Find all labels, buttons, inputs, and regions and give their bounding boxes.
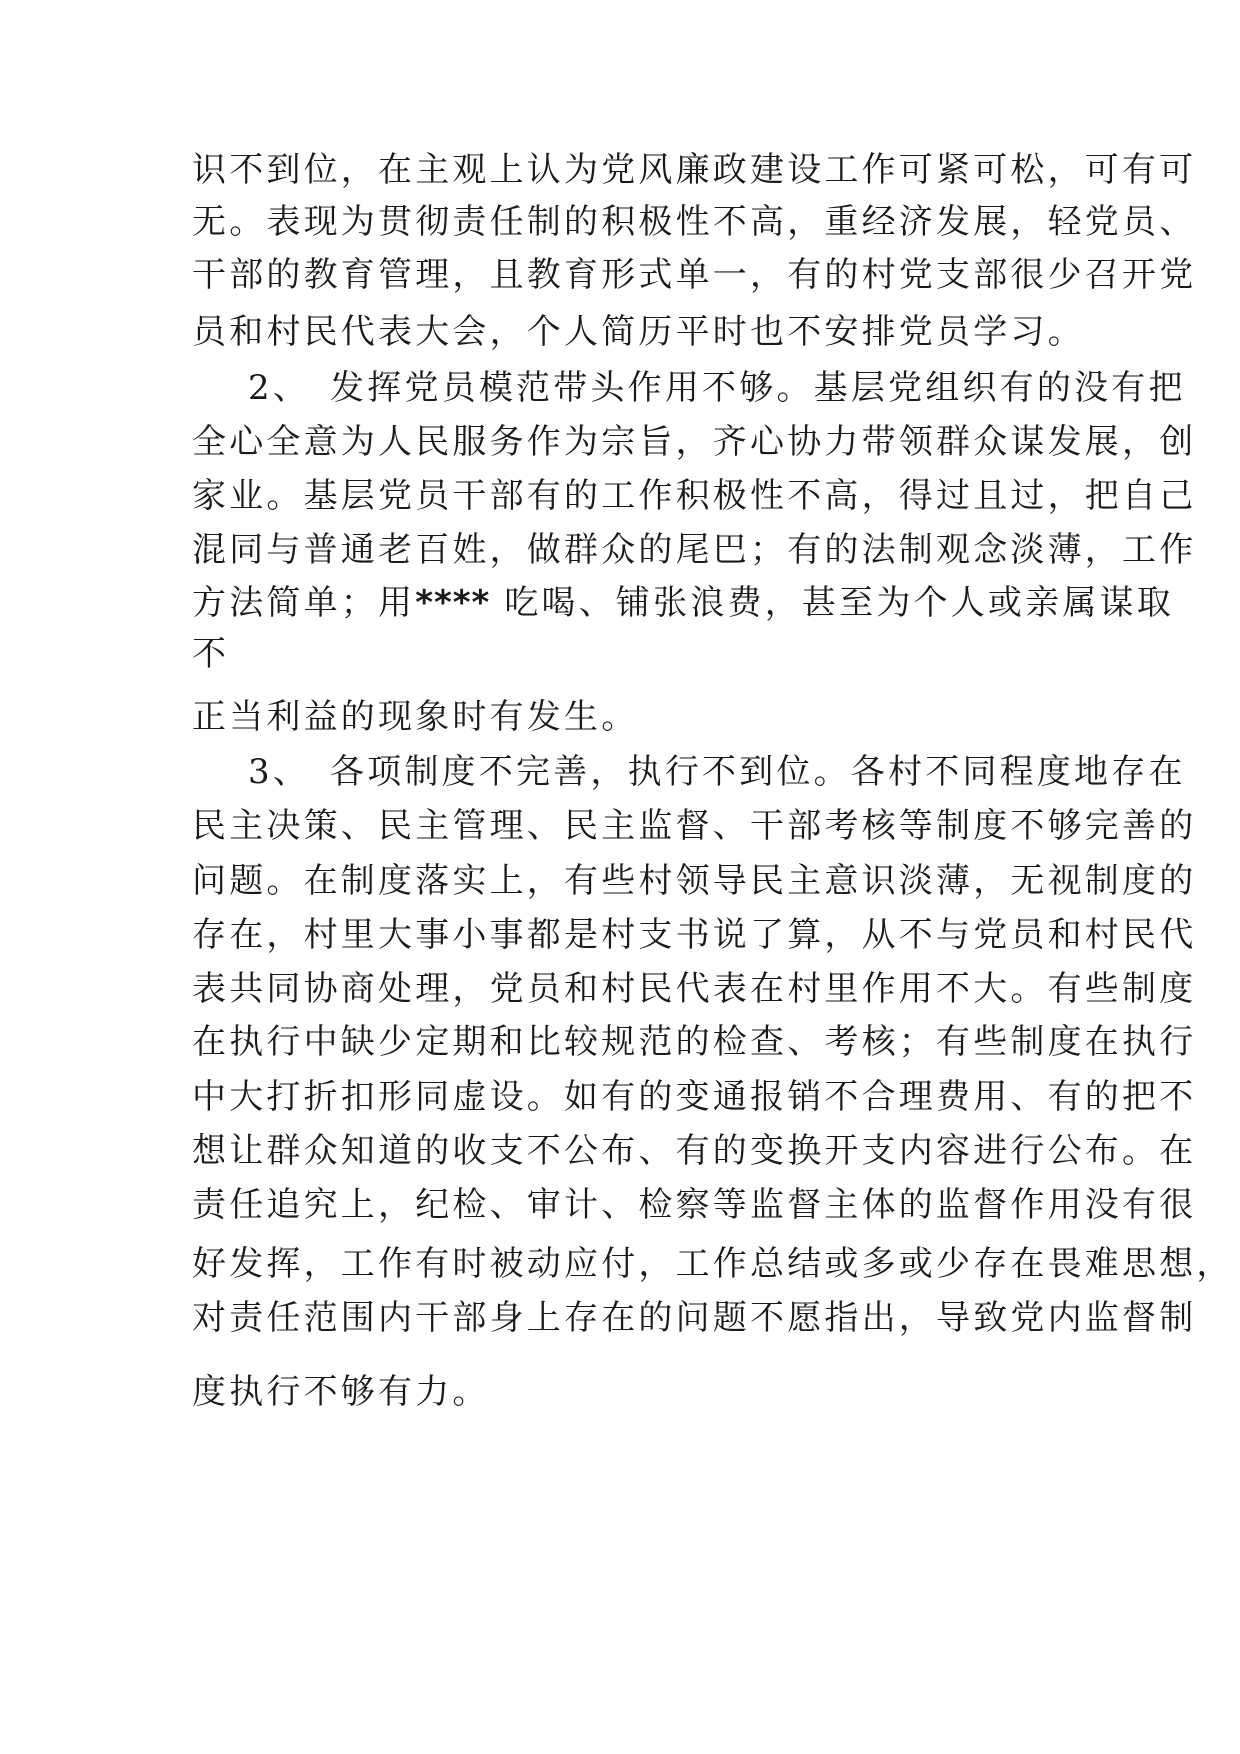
list-item-3 bbox=[248, 752, 1186, 792]
text-line bbox=[192, 583, 1174, 623]
text-line: 民主决策、民主管理、民主监督、干部考核等制度不够完善的 bbox=[192, 806, 1197, 846]
text-line: 家业。基层党员干部有的工作积极性不高，得过且过，把自己 bbox=[192, 476, 1197, 516]
list-number: 2、 bbox=[248, 368, 311, 408]
text-segment: 方法简单；用 bbox=[192, 583, 416, 623]
text-line: 混同与普通老百姓，做群众的尾巴；有的法制观念淡薄，工作 bbox=[192, 530, 1197, 570]
list-heading-text: 发挥党员模范带头作用不够。基层党组织有的没有把 bbox=[330, 368, 1186, 408]
text-line: 度执行不够有力。 bbox=[192, 1372, 490, 1412]
redacted-text: **** bbox=[415, 583, 491, 623]
list-number: 3、 bbox=[248, 752, 311, 792]
text-line: 表共同协商处理，党员和村民代表在村里作用不大。有些制度 bbox=[192, 969, 1197, 1009]
text-line: 对责任范围内干部身上存在的问题不愿指出，导致党内监督制 bbox=[192, 1298, 1197, 1338]
text-line: 员和村民代表大会，个人简历平时也不安排党员学习。 bbox=[192, 312, 1085, 352]
text-line: 全心全意为人民服务作为宗旨，齐心协力带领群众谋发展，创 bbox=[192, 422, 1197, 462]
text-line: 好发挥，工作有时被动应付，工作总结或多或少存在畏难思想， bbox=[192, 1244, 1234, 1284]
text-segment: 吃喝、铺张浪费，甚至为个人或亲属谋取 bbox=[504, 583, 1174, 623]
text-line: 在执行中缺少定期和比较规范的检查、考核；有些制度在执行 bbox=[192, 1022, 1197, 1062]
list-heading-text: 各项制度不完善，执行不到位。各村不同程度地存在 bbox=[330, 752, 1186, 792]
text-line: 识不到位，在主观上认为党风廉政建设工作可紧可松，可有可 bbox=[192, 150, 1197, 190]
text-line: 想让群众知道的收支不公布、有的变换开支内容进行公布。在 bbox=[192, 1131, 1197, 1171]
list-item-2 bbox=[248, 368, 1186, 408]
text-line: 干部的教育管理，且教育形式单一，有的村党支部很少召开党 bbox=[192, 255, 1197, 295]
text-line: 中大打折扣形同虚设。如有的变通报销不合理费用、有的把不 bbox=[192, 1077, 1197, 1117]
text-line: 正当利益的现象时有发生。 bbox=[192, 697, 639, 737]
text-line: 责任追究上，纪检、审计、检察等监督主体的监督作用没有很 bbox=[192, 1185, 1197, 1225]
text-line: 问题。在制度落实上，有些村领导民主意识淡薄，无视制度的 bbox=[192, 861, 1197, 901]
text-line: 不 bbox=[192, 634, 230, 674]
text-line: 无。表现为贯彻责任制的积极性不高，重经济发展，轻党员、 bbox=[192, 202, 1197, 242]
text-line: 存在，村里大事小事都是村支书说了算，从不与党员和村民代 bbox=[192, 915, 1197, 955]
